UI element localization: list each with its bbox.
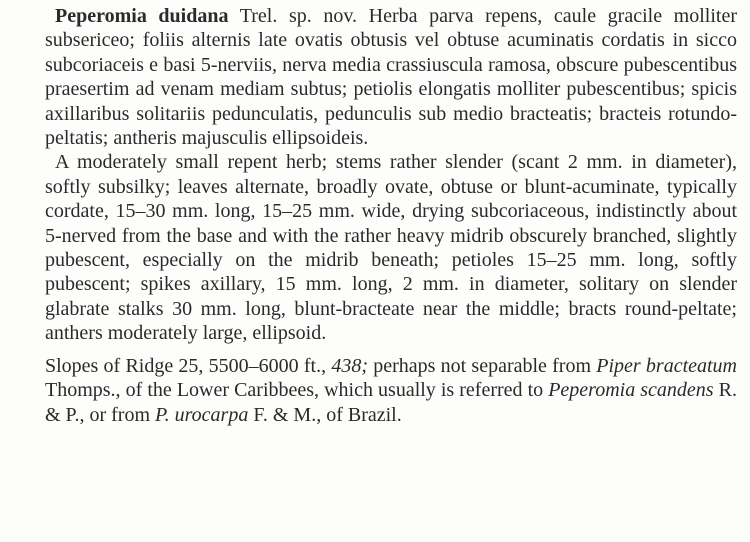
locality-part5: F. & M., of Brazil.	[248, 403, 402, 426]
locality-part2: perhaps not separable from	[368, 354, 597, 377]
locality-part3: Thomps., of the Lower Caribbees, which usually is referred to	[45, 379, 549, 402]
english-description-text: A moderately small repent herb; stems rather slender (scant 2 mm. in diameter), softly subsilky; leaves alternate, broadly ovate, obtuse or blunt-acuminate, typically cordate, 15–30 mm. long, 15–25 mm. wide, drying subcoriaceous, indistinctly about 5-nerved from the base and with the rather heavy midrib obscurely branched, slightly pubescent, especially on the midrib beneath; petioles 15–25 mm. long, softly pubescent; spikes axillary, 15 mm. long, 2 mm. in diameter, solitary on slender glabrate stalks 30 mm. long, blunt-bracteate near the middle; bracts round-peltate; anthers moderately large, ellipsoid.	[45, 151, 737, 345]
latin-description	[45, 4, 737, 150]
species-name: Peperomia duidana	[55, 5, 229, 27]
document-text	[45, 4, 737, 427]
locality-note	[45, 354, 737, 427]
taxon-p-urocarpa: P. urocarpa	[155, 403, 249, 426]
english-description	[45, 150, 737, 345]
taxon-peperomia-scandens: Peperomia scandens	[548, 379, 714, 402]
collection-number: 438;	[331, 354, 368, 377]
locality-part1: Slopes of Ridge 25, 5500–6000 ft.,	[45, 354, 332, 377]
latin-description-text: Trel. sp. nov. Herba parva repens, caule gracile molliter subsericeo; foliis alternis late ovatis obtusis vel obtuse acuminatis cordatis in sicco subcoriaceis e basi 5-nerviis, nerva media crassiuscula ramosa, obscure pubescentibus praesertim ad venam mediam subtus; petiolis elongatis molliter pubescentibus; spicis axillaribus solitariis pedunculatis, pedunculis sub medio bracteatis; bracteis rotundo-peltatis; antheris majusculis ellipsoideis.	[45, 5, 738, 150]
taxon-piper-bracteatum: Piper bracteatum	[596, 354, 737, 377]
locality-part4: R. & P., or from	[45, 379, 737, 426]
